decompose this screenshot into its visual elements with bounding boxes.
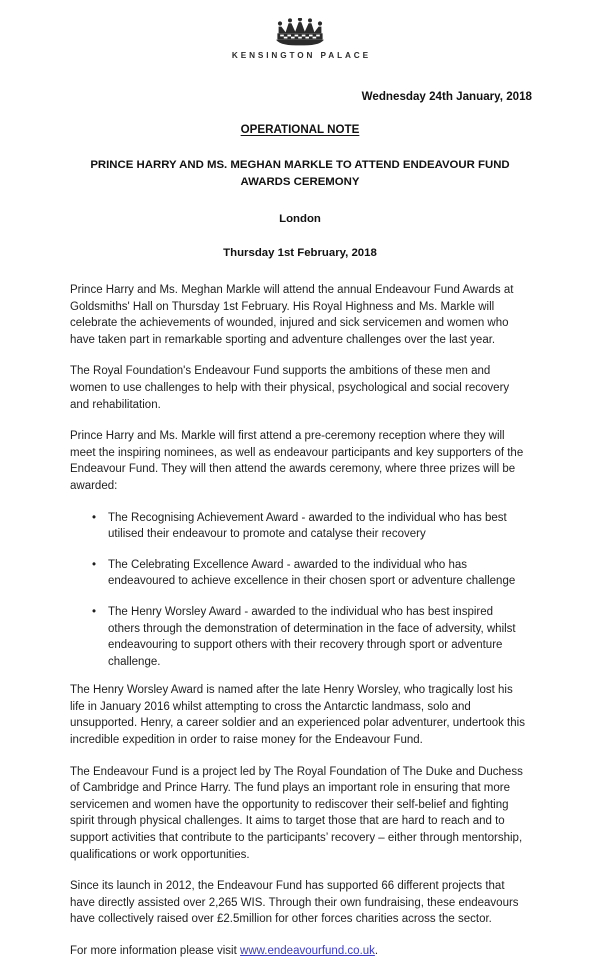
document-subject: PRINCE HARRY AND MS. MEGHAN MARKLE TO ATTEND ENDEAVOUR FUND AWARDS CEREMONY: [90, 159, 510, 188]
event-date: Thursday 1st February, 2018: [223, 247, 377, 259]
heading-block: [0, 123, 600, 259]
body-content: [0, 282, 600, 960]
more-information-line: [70, 943, 528, 960]
page-title: OPERATIONAL NOTE: [240, 123, 360, 136]
bullet-icon: •: [92, 605, 97, 618]
paragraph: Prince Harry and Ms. Markle will first attend a pre-ceremony reception where they will meet the inspiring nominees, as well as endeavour participants and key supporters of the Endeavour Fund. They will then attend the awards ceremony, where three prizes will be awarded:: [70, 430, 524, 492]
paragraph: The Henry Worsley Award is named after the late Henry Worsley, who tragically lost his life in January 2016 whilst attempting to cross the Antarctic landmass, solo and unsupported. Henry, a career soldier and an experienced polar adventurer, undertook this incredible expedition in order to raise money for the Endeavour Fund.: [70, 684, 525, 747]
list-item: [70, 557, 528, 590]
list-item: [70, 510, 528, 543]
awards-list: [70, 510, 528, 671]
letterhead: [0, 0, 600, 60]
list-item-label: The Henry Worsley Award - awarded to the individual who has best inspired others through the demonstration of determination in the face of adversity, whilst endeavouring to support others with their recovery through sport or adventure challenge.: [108, 605, 516, 668]
paragraph: The Royal Foundation's Endeavour Fund supports the ambitions of these men and women to use challenges to help with their physical, psychological and social recovery and rehabilitation.: [70, 365, 510, 411]
issue-date: Wednesday 24th January, 2018: [361, 90, 532, 103]
bullet-icon: •: [92, 511, 97, 524]
crown-icon: [272, 18, 328, 46]
bullet-icon: •: [92, 558, 97, 571]
list-item-label: The Celebrating Excellence Award - awarded to the individual who has endeavoured to achieve excellence in their chosen sport or adventure challenge: [108, 558, 516, 588]
paragraph: Since its launch in 2012, the Endeavour Fund has supported 66 different projects that have directly assisted over 2,265 WIS. Through their own fundraising, these endeavours have collectively raised over £2.5million for other forces charities across the sector.: [70, 880, 519, 926]
more-information-lead-in: For more information please visit: [70, 945, 241, 957]
more-information-trailing: .: [374, 945, 379, 957]
endeavour-fund-link[interactable]: www.endeavourfund.co.uk: [240, 945, 375, 957]
event-location: London: [279, 213, 321, 225]
list-item: [70, 604, 528, 670]
paragraph: Prince Harry and Ms. Meghan Markle will attend the annual Endeavour Fund Awards at Goldsmiths' Hall on Thursday 1st February. His Royal Highness and Ms. Markle will celebrate the achievements of wounded, injured and sick servicemen and women who have taken part in remarkable sporting and adventure challenges over the last year.: [70, 284, 514, 346]
list-item-label: The Recognising Achievement Award - awarded to the individual who has best utilised their endeavour to promote and catalyse their recovery: [108, 511, 507, 541]
kensington-palace-wordmark: KENSINGTON PALACE: [231, 51, 371, 60]
paragraph: The Endeavour Fund is a project led by The Royal Foundation of The Duke and Duchess of Cambridge and Prince Harry. The fund plays an important role in ensuring that more servicemen and women have the opportunity to rediscover their self-belief and fighting spirit through physical challenges. It aims to target those that are hard to reach and to support activities that contribute to the participants’ recovery – either through mentorship, qualifications or work opportunities.: [70, 765, 523, 861]
